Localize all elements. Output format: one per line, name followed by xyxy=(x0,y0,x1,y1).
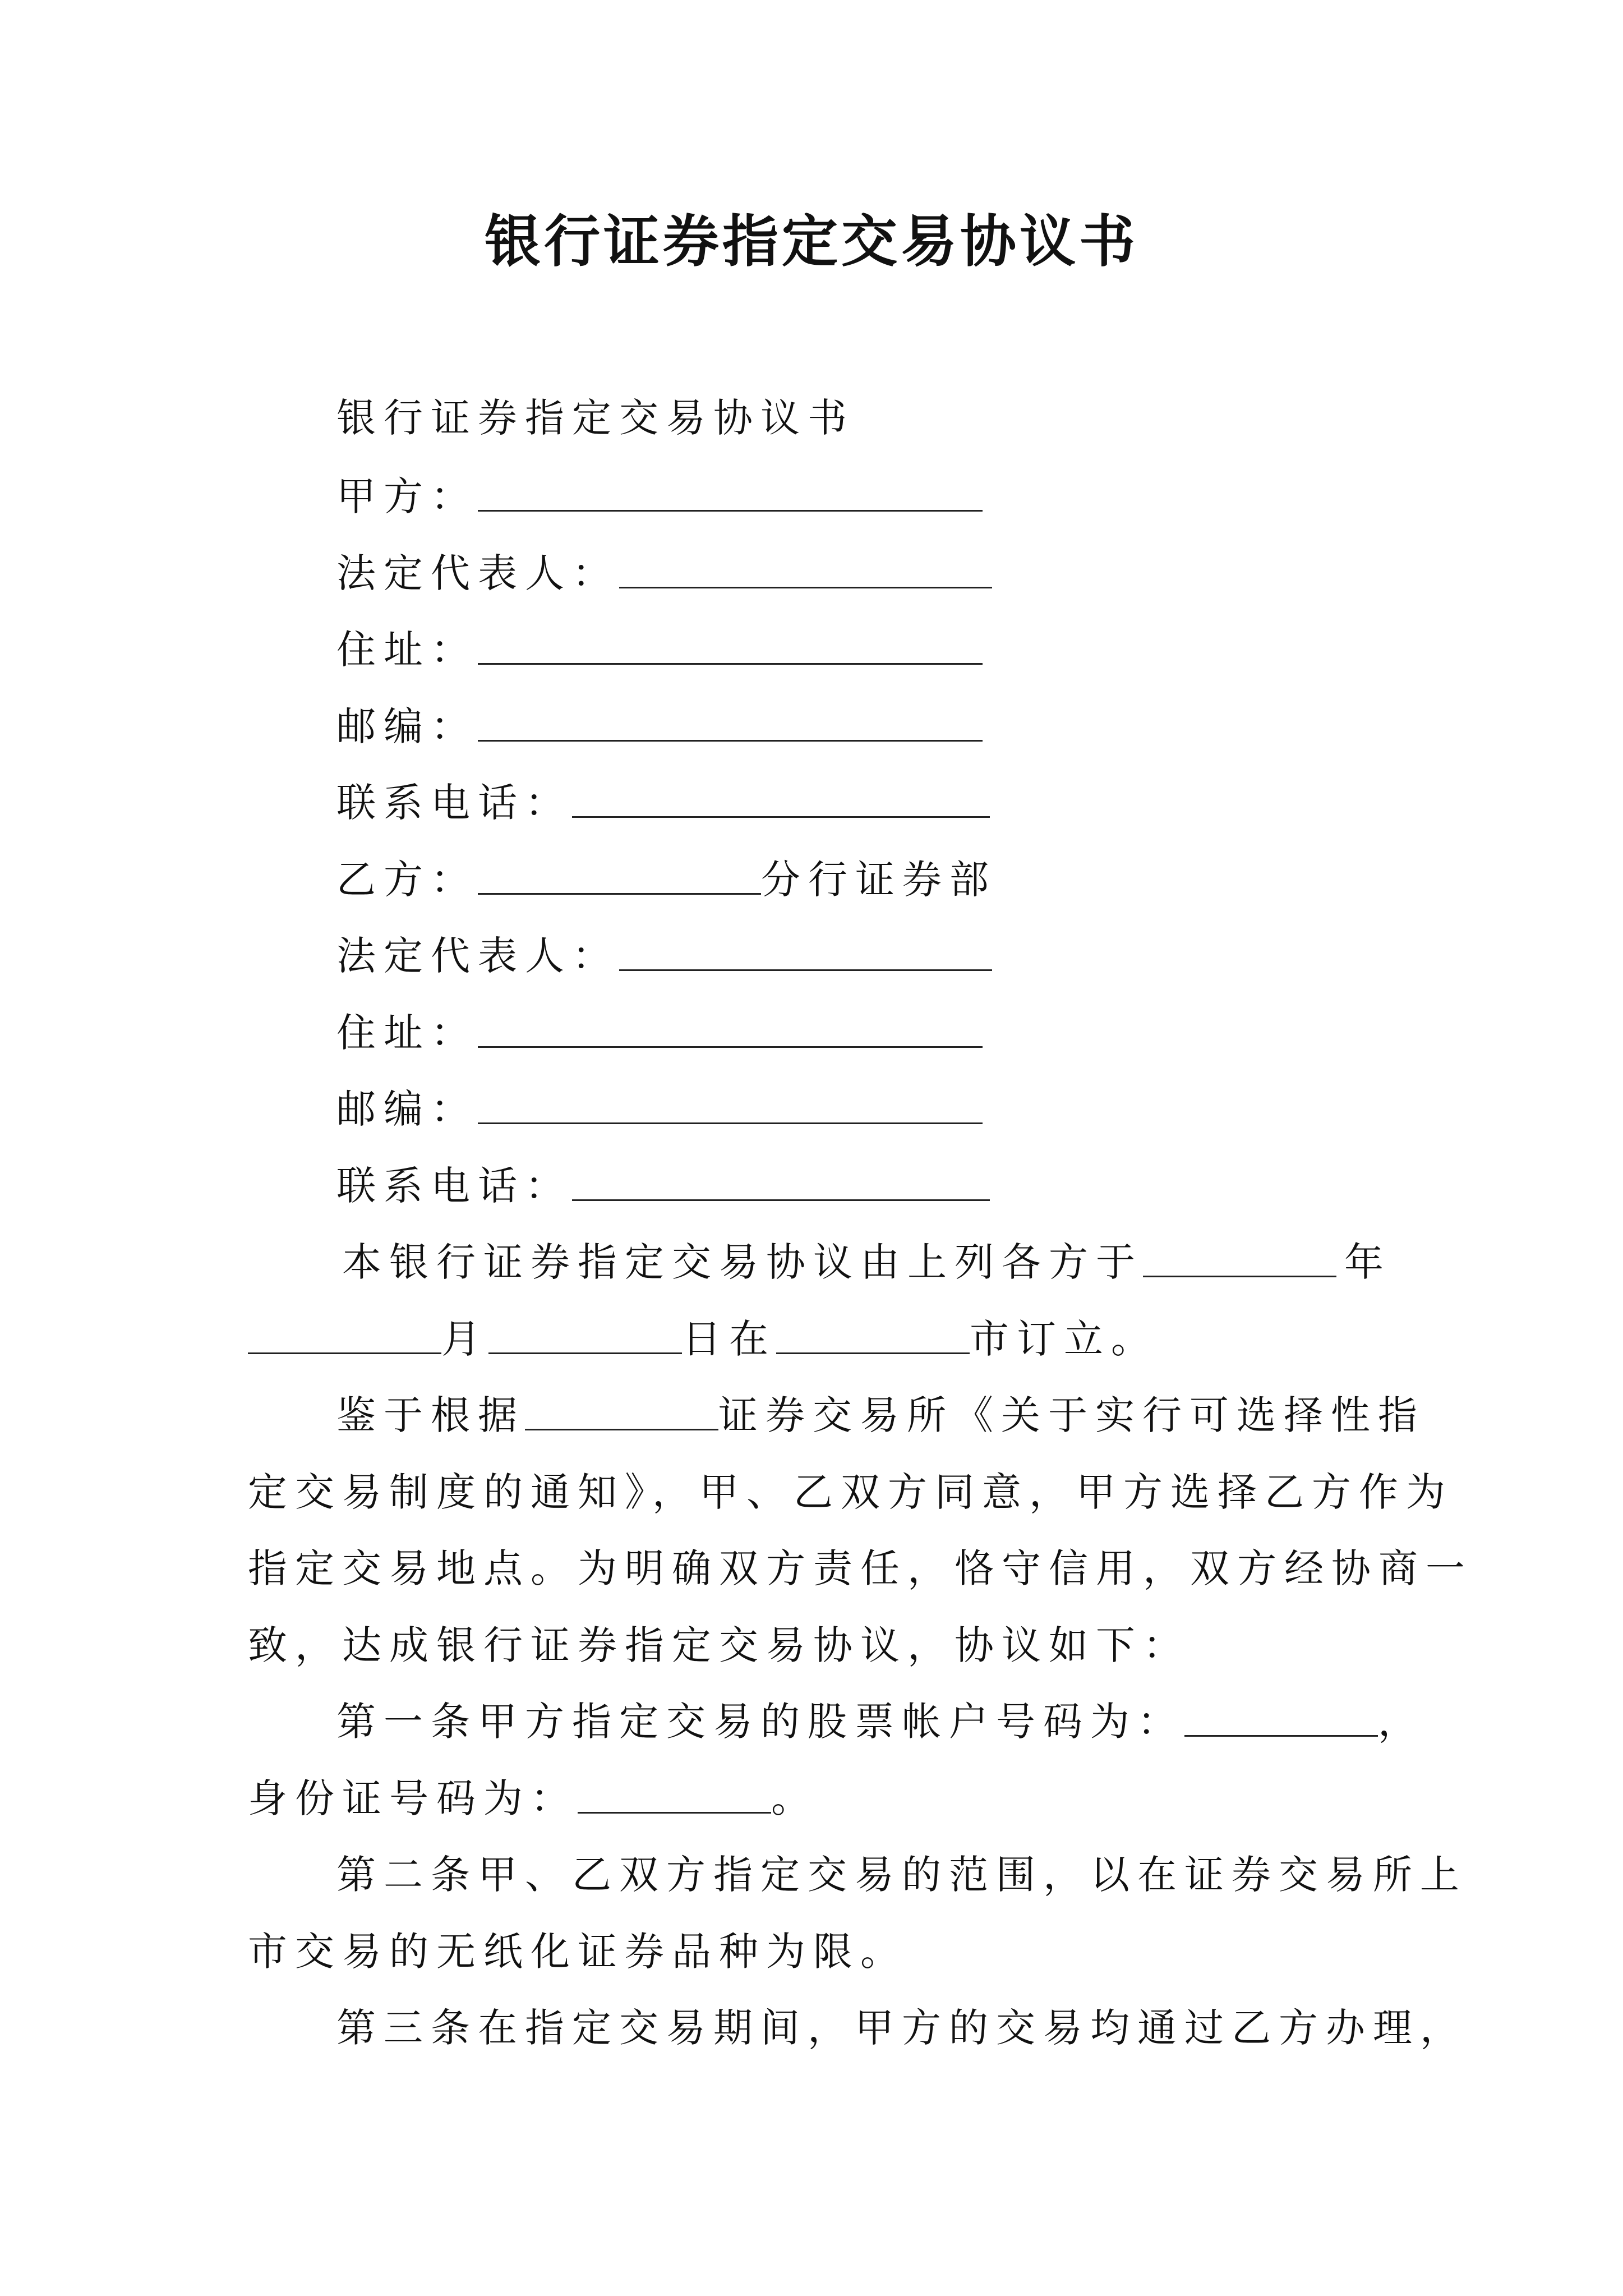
party-b-address-blank[interactable] xyxy=(478,1046,983,1048)
party-b-phone-label: 联系电话： xyxy=(336,1163,572,1209)
party-b-postcode-row xyxy=(336,1078,983,1134)
party-b-rep-blank[interactable] xyxy=(619,969,992,971)
party-a-row xyxy=(336,466,983,522)
recital-line-4 xyxy=(248,1614,1190,1671)
party-b-label: 乙方： xyxy=(336,857,478,903)
party-b-phone-blank[interactable] xyxy=(572,1199,990,1201)
party-b-address-label: 住址： xyxy=(336,1010,478,1056)
party-a-address-label: 住址： xyxy=(336,627,478,673)
party-a-rep-label: 法定代表人： xyxy=(336,550,619,596)
recital-line-3 xyxy=(248,1538,1473,1594)
article-3-text-1: 第三条在指定交易期间，甲方的交易均通过乙方办理， xyxy=(336,2005,1467,2051)
intro-month-blank[interactable] xyxy=(248,1352,441,1354)
intro-text-a: 本银行证券指定交易协议由上列各方于 xyxy=(342,1239,1143,1285)
article-1-text-c: 身份证号码为： xyxy=(248,1775,578,1821)
party-a-phone-label: 联系电话： xyxy=(336,780,572,826)
document-subtitle: 银行证券指定交易协议书 xyxy=(336,395,855,441)
intro-year-blank[interactable] xyxy=(1143,1276,1336,1277)
intro-line-1 xyxy=(342,1231,1391,1287)
party-a-blank[interactable] xyxy=(478,510,983,512)
party-a-rep-row xyxy=(336,542,992,599)
party-b-postcode-blank[interactable] xyxy=(478,1122,983,1124)
recital-text-b: 证券交易所《关于实行可选择性指 xyxy=(718,1392,1425,1438)
party-a-address-row xyxy=(336,619,983,675)
recital-line-1 xyxy=(336,1384,1425,1441)
document-title: 银行证券指定交易协议书 xyxy=(485,208,1138,274)
party-b-postcode-label: 邮编： xyxy=(336,1086,478,1132)
party-b-phone-row xyxy=(336,1155,990,1211)
party-a-postcode-row xyxy=(336,696,983,752)
intro-city-label: 市订立。 xyxy=(970,1316,1158,1362)
recital-text-a: 鉴于根据 xyxy=(336,1392,525,1438)
intro-day-blank[interactable] xyxy=(488,1352,682,1354)
subtitle-row xyxy=(336,387,855,443)
recital-exchange-blank[interactable] xyxy=(525,1429,718,1430)
article-3-line-1 xyxy=(336,1997,1467,2053)
article-2-line-1 xyxy=(336,1844,1467,1900)
article-1-line-1 xyxy=(336,1691,1425,1747)
intro-day-label: 日在 xyxy=(682,1316,776,1362)
party-a-address-blank[interactable] xyxy=(478,663,983,665)
article-1-text-d: 。 xyxy=(771,1775,818,1821)
intro-year-label: 年 xyxy=(1344,1239,1391,1285)
party-b-row xyxy=(336,849,997,905)
party-a-label: 甲方： xyxy=(336,473,478,519)
intro-line-2 xyxy=(248,1308,1158,1364)
intro-month-label: 月 xyxy=(441,1316,488,1362)
party-a-phone-row xyxy=(336,772,990,828)
party-b-suffix: 分行证券部 xyxy=(761,857,997,903)
recital-text-3: 指定交易地点。为明确双方责任，恪守信用，双方经协商一 xyxy=(248,1545,1473,1591)
party-a-phone-blank[interactable] xyxy=(572,816,990,818)
party-a-rep-blank[interactable] xyxy=(619,587,992,588)
party-b-address-row xyxy=(336,1002,983,1058)
recital-text-4: 致，达成银行证券指定交易协议，协议如下： xyxy=(248,1622,1190,1668)
recital-line-2 xyxy=(248,1461,1453,1517)
article-2-text-2: 市交易的无纸化证券品种为限。 xyxy=(248,1929,907,1975)
id-number-blank[interactable] xyxy=(578,1812,771,1814)
article-2-line-2 xyxy=(248,1921,907,1977)
article-1-text-a: 第一条甲方指定交易的股票帐户号码为： xyxy=(336,1699,1184,1745)
article-1-text-b: ， xyxy=(1378,1699,1425,1745)
party-a-postcode-blank[interactable] xyxy=(478,740,983,742)
stock-account-blank[interactable] xyxy=(1184,1735,1378,1737)
party-b-blank[interactable] xyxy=(478,893,761,895)
recital-text-2: 定交易制度的通知》，甲、乙双方同意，甲方选择乙方作为 xyxy=(248,1469,1453,1515)
party-a-postcode-label: 邮编： xyxy=(336,703,478,749)
party-b-rep-label: 法定代表人： xyxy=(336,933,619,979)
article-1-line-2 xyxy=(248,1768,818,1824)
intro-city-blank[interactable] xyxy=(776,1352,970,1354)
article-2-text-1: 第二条甲、乙双方指定交易的范围，以在证券交易所上 xyxy=(336,1852,1467,1898)
party-b-rep-row xyxy=(336,925,992,981)
